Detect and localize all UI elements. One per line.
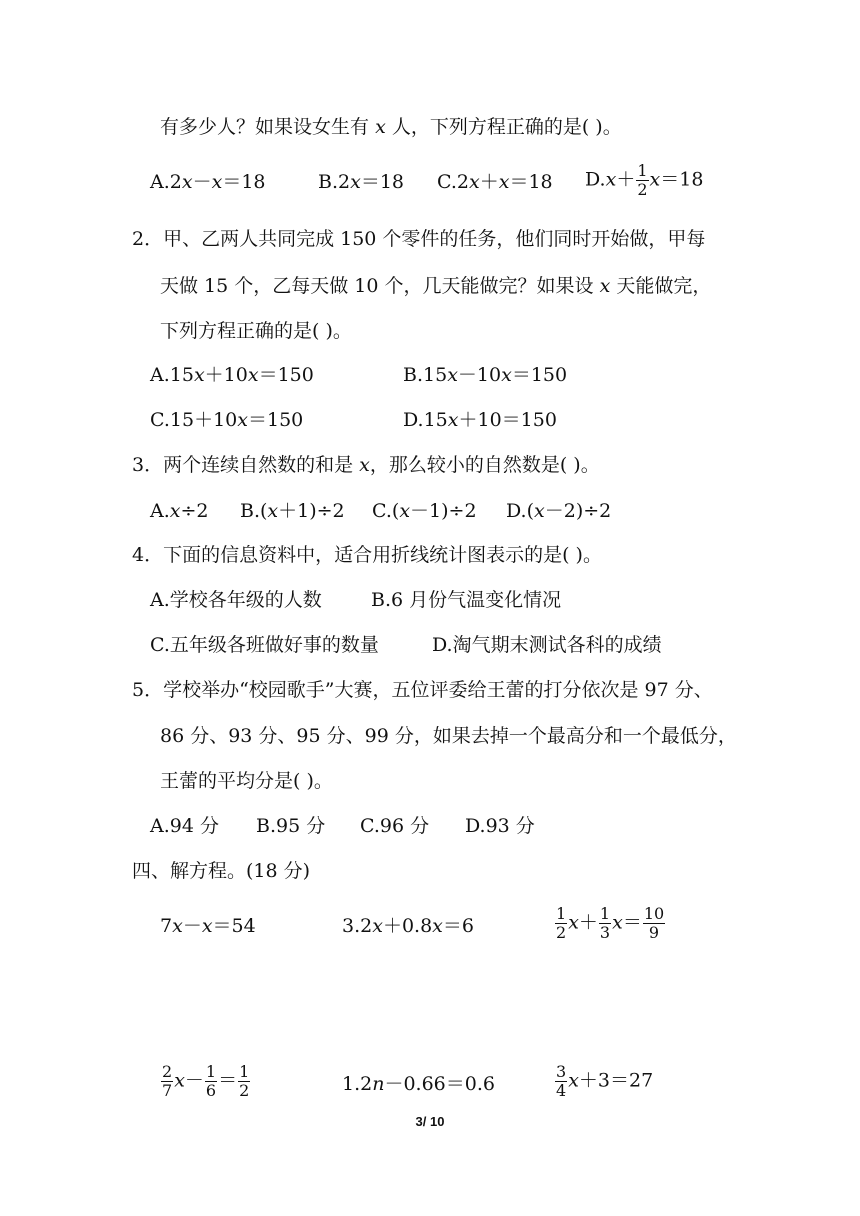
q2-stem-line2 (160, 277, 711, 296)
q1-option-a[interactable] (150, 173, 266, 192)
numerator: 1 (599, 904, 611, 923)
q1-option-b[interactable] (318, 173, 404, 192)
var-x: x (375, 116, 386, 138)
q4-stem: 4．下面的信息资料中，适合用折线统计图表示的是( )。 (132, 544, 602, 566)
var-x: x (193, 364, 205, 386)
opt-text: A. (150, 500, 170, 522)
var-x: x (568, 1069, 579, 1092)
equation-6 (554, 1064, 653, 1099)
q5-stem-line3: 王蕾的平均分是( )。 (160, 770, 333, 792)
eq-text: ＝ (218, 1069, 238, 1092)
var-x: x (174, 1069, 185, 1092)
equation-3 (554, 906, 666, 941)
eq-text: ＝ (622, 911, 642, 934)
q5-option-a[interactable]: A.94 分 (150, 815, 219, 837)
eq-text: 7 (160, 915, 173, 937)
opt-text: ＝18 (660, 168, 704, 191)
opt-text: －1)÷2 (410, 500, 477, 522)
denominator: 7 (162, 1081, 173, 1100)
var-x: x (469, 171, 480, 193)
var-x: x (447, 409, 459, 431)
eq-text: ＋3＝27 (578, 1069, 654, 1092)
equation-2 (342, 917, 474, 936)
var-x: x (359, 454, 370, 476)
var-x: x (181, 171, 193, 193)
fraction (205, 1064, 217, 1099)
var-x: x (350, 171, 361, 193)
var-x: x (447, 364, 458, 386)
fraction (161, 1064, 173, 1099)
var-x: x (568, 911, 579, 934)
q1-option-c[interactable] (437, 173, 553, 192)
q2-stem-line1: 2．甲、乙两人共同完成 150 个零件的任务，他们同时开始做，甲每 (132, 228, 706, 250)
eq-text: － (182, 915, 202, 937)
opt-text: ＝18 (222, 171, 266, 193)
opt-text: － (192, 171, 212, 193)
denominator: 4 (556, 1081, 567, 1100)
var-x: x (399, 500, 411, 522)
denominator: 6 (205, 1081, 217, 1100)
var-x: x (599, 275, 611, 297)
fraction (238, 1064, 250, 1099)
q1-text-2: 人，下列方程正确的是( )。 (391, 116, 622, 138)
var-x: x (237, 409, 248, 431)
denominator: 9 (648, 923, 660, 942)
var-x: x (498, 171, 510, 193)
fraction (636, 163, 648, 198)
fraction (555, 906, 567, 941)
opt-text: B.( (240, 500, 268, 522)
q3-option-a[interactable] (150, 502, 209, 521)
var-x: x (649, 168, 661, 191)
opt-text: －2)÷2 (544, 500, 612, 522)
opt-text: C.2 (437, 171, 469, 193)
page-number: 3/ 10 (415, 1114, 445, 1129)
denominator: 3 (599, 923, 611, 942)
fraction (643, 906, 665, 941)
q2-option-b[interactable] (403, 366, 567, 385)
var-n: n (372, 1073, 385, 1095)
opt-text: A.2 (150, 171, 182, 193)
eq-text: －0.66＝0.6 (384, 1073, 495, 1095)
opt-text: ＋ (616, 168, 636, 191)
eq-text: ＝54 (212, 915, 256, 937)
eq-text: ＋0.8 (382, 915, 433, 937)
var-x: x (211, 171, 223, 193)
opt-text: ＝150 (247, 409, 304, 431)
section-title: 四、解方程。(18 分) (132, 860, 311, 882)
opt-text: ＋10 (204, 364, 248, 386)
q5-option-c[interactable]: C.96 分 (360, 815, 430, 837)
numerator: 1 (637, 161, 648, 180)
q5-option-b[interactable]: B.95 分 (256, 815, 326, 837)
opt-text: ＝18 (360, 171, 404, 193)
var-x: x (201, 915, 213, 937)
var-x: x (372, 915, 383, 937)
q4-option-c[interactable]: C.五年级各班做好事的数量 (150, 634, 379, 656)
opt-text: ＝150 (511, 364, 568, 386)
denominator: 2 (637, 180, 648, 199)
opt-text: D.15 (403, 409, 448, 431)
numerator: 10 (643, 904, 665, 923)
eq-text: ＝6 (442, 915, 474, 937)
opt-text: B.2 (318, 171, 351, 193)
q2-option-c[interactable] (150, 411, 303, 430)
q5-stem-line2: 86 分、93 分、95 分、99 分，如果去掉一个最高分和一个最低分， (160, 725, 737, 747)
q4-option-a[interactable]: A.学校各年级的人数 (150, 589, 322, 611)
opt-text: C.15＋10 (150, 409, 238, 431)
numerator: 3 (556, 1062, 567, 1081)
q3-option-c[interactable] (372, 502, 477, 521)
opt-text: A.15 (150, 364, 194, 386)
var-x: x (605, 168, 617, 191)
numerator: 2 (162, 1062, 173, 1081)
var-x: x (172, 915, 183, 937)
denominator: 2 (556, 923, 567, 942)
equation-5 (342, 1075, 495, 1094)
var-x: x (432, 915, 443, 937)
var-x: x (169, 500, 181, 522)
var-x: x (247, 364, 259, 386)
var-x: x (534, 500, 545, 522)
opt-text: ÷2 (180, 500, 209, 522)
opt-text: C.( (372, 500, 400, 522)
q3-option-d[interactable] (506, 502, 611, 521)
opt-text: ＋10＝150 (458, 409, 557, 431)
denominator: 2 (239, 1081, 250, 1100)
q3-option-b[interactable] (240, 502, 345, 521)
fraction (599, 906, 611, 941)
eq-text: 1.2 (342, 1073, 373, 1095)
q3-text: ，那么较小的自然数是( )。 (369, 454, 600, 476)
opt-text: B.15 (403, 364, 448, 386)
numerator: 1 (556, 904, 567, 923)
fraction (555, 1064, 567, 1099)
var-x: x (612, 911, 623, 934)
numerator: 1 (239, 1062, 250, 1081)
opt-text: D. (585, 168, 606, 191)
q2-text: 天做 15 个，乙每天做 10 个，几天能做完？如果设 (160, 275, 594, 297)
equation-1 (160, 917, 256, 936)
q4-option-b[interactable]: B.6 月份气温变化情况 (371, 589, 562, 611)
opt-text: ＋ (479, 171, 499, 193)
opt-text: D.( (506, 500, 535, 522)
q2-option-d[interactable] (403, 411, 557, 430)
q2-text: 天能做完， (616, 275, 712, 297)
opt-text: ＝18 (509, 171, 553, 193)
q3-stem (132, 456, 600, 475)
q3-text: 3．两个连续自然数的和是 (132, 454, 354, 476)
eq-text: 3.2 (342, 915, 373, 937)
q5-option-d[interactable]: D.93 分 (465, 815, 535, 837)
var-x: x (267, 500, 279, 522)
q1-text: 有多少人？如果设女生有 (160, 116, 370, 138)
q1-stem-continued (160, 118, 622, 137)
q4-option-d[interactable]: D.淘气期末测试各科的成绩 (432, 634, 662, 656)
var-x: x (501, 364, 512, 386)
q2-option-a[interactable] (150, 366, 314, 385)
eq-text: － (184, 1069, 204, 1092)
q5-stem-line1: 5．学校举办“校园歌手”大赛，五位评委给王蕾的打分依次是 97 分、 (132, 679, 713, 701)
opt-text: －10 (457, 364, 502, 386)
opt-text: ＝150 (258, 364, 314, 386)
eq-text: ＋ (578, 911, 598, 934)
q1-option-d[interactable] (585, 163, 703, 198)
numerator: 1 (205, 1062, 217, 1081)
equation-4 (160, 1064, 251, 1099)
opt-text: ＋1)÷2 (278, 500, 345, 522)
q2-stem-line3: 下列方程正确的是( )。 (160, 320, 352, 342)
